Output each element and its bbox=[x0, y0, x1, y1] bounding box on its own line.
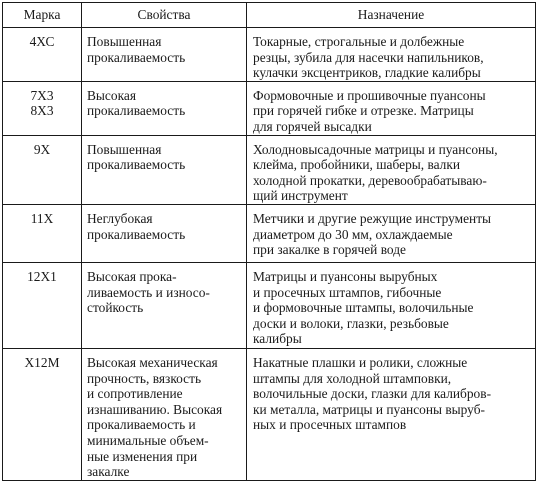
grade-cell bbox=[3, 262, 82, 348]
grade-cell bbox=[3, 348, 82, 480]
properties-cell bbox=[82, 135, 247, 204]
grade-line: 7Х3 bbox=[30, 87, 54, 103]
properties-cell bbox=[82, 81, 247, 135]
header-properties: Свойства bbox=[82, 3, 247, 28]
purpose-line: волочильные доски, глазки для калибров- bbox=[253, 386, 492, 402]
purpose-line: штампы для холодной штамповки, bbox=[253, 370, 452, 386]
table-row bbox=[3, 204, 536, 262]
header-grade: Марка bbox=[3, 3, 82, 28]
purpose-cell bbox=[247, 28, 536, 82]
purpose-line: при закалке в горячей воде bbox=[253, 242, 406, 258]
purpose-line: диаметром до 30 мм, охлаждаемые bbox=[253, 226, 453, 242]
purpose-line: щий инструмент bbox=[253, 188, 348, 204]
grade-line: Х12М bbox=[24, 354, 60, 370]
purpose-line: и формовочные штампы, волочильные bbox=[253, 300, 474, 316]
properties-line: прочность, вязкость bbox=[87, 370, 202, 386]
grade-cell bbox=[3, 81, 82, 135]
properties-cell bbox=[82, 204, 247, 262]
table-row bbox=[3, 28, 536, 82]
properties-line: Повышенная bbox=[87, 141, 162, 157]
properties-line: ливаемость и износо- bbox=[87, 284, 210, 300]
properties-line: Повышенная bbox=[87, 34, 162, 49]
header-purpose: Назначение bbox=[247, 3, 536, 28]
purpose-line: Формовочные и прошивочные пуансоны bbox=[253, 87, 486, 103]
properties-line: Высокая bbox=[87, 87, 136, 103]
grade-line: 4ХС bbox=[29, 34, 55, 49]
properties-line: прокаливаемость bbox=[87, 103, 186, 119]
purpose-line: холодной прокатки, деревообрабатываю- bbox=[253, 172, 487, 188]
properties-line: прокаливаемость bbox=[87, 157, 186, 173]
properties-line: прокаливаемость bbox=[87, 49, 186, 65]
properties-line: стойкость bbox=[87, 300, 144, 316]
purpose-line: Матрицы и пуансоны вырубных bbox=[253, 268, 438, 284]
purpose-line: кулачки эксцентриков, гладкие калибры bbox=[253, 65, 481, 81]
grade-cell bbox=[3, 204, 82, 262]
table-body bbox=[3, 28, 536, 481]
purpose-line: калибры bbox=[253, 331, 302, 347]
purpose-cell bbox=[247, 81, 536, 135]
purpose-cell bbox=[247, 348, 536, 480]
properties-line: Высокая механическая bbox=[87, 354, 218, 370]
grade-line: 9Х bbox=[33, 141, 51, 157]
purpose-line: для горячей высадки bbox=[253, 118, 372, 134]
purpose-line: Холодновысадочные матрицы и пуансоны, bbox=[253, 141, 498, 157]
grade-line: 12Х1 bbox=[27, 268, 57, 284]
purpose-cell bbox=[247, 204, 536, 262]
purpose-line: Метчики и другие режущие инструменты bbox=[253, 210, 492, 226]
purpose-line: клейма, пробойники, шаберы, валки bbox=[253, 157, 461, 173]
purpose-line: резцы, зубила для насечки напильников, bbox=[253, 49, 484, 65]
properties-cell bbox=[82, 262, 247, 348]
purpose-line: доски и волоки, глазки, резьбовые bbox=[253, 315, 449, 331]
properties-line: и сопротивление bbox=[87, 386, 183, 402]
purpose-cell bbox=[247, 262, 536, 348]
properties-line: прокаливаемость bbox=[87, 226, 186, 242]
properties-line: закалке bbox=[87, 464, 130, 480]
purpose-line: при горячей гибке и отрезке. Матрицы bbox=[253, 103, 474, 119]
table-row bbox=[3, 135, 536, 204]
grade-cell bbox=[3, 135, 82, 204]
properties-line: Неглубокая bbox=[87, 210, 153, 226]
properties-line: ные изменения при bbox=[87, 448, 198, 464]
properties-cell bbox=[82, 348, 247, 480]
properties-line: Высокая прока- bbox=[87, 268, 177, 284]
steel-grades-table bbox=[2, 2, 536, 481]
purpose-line: ки металла, матрицы и пуансоны выруб- bbox=[253, 401, 485, 417]
purpose-line: Накатные плашки и ролики, сложные bbox=[253, 354, 468, 370]
table-row bbox=[3, 81, 536, 135]
properties-line: минимальные объем- bbox=[87, 432, 209, 448]
purpose-line: и просечных штампов, гибочные bbox=[253, 284, 442, 300]
grade-line: 11Х bbox=[30, 210, 54, 226]
purpose-line: Токарные, строгальные и долбежные bbox=[253, 34, 465, 49]
properties-cell bbox=[82, 28, 247, 82]
properties-line: прокаливаемость и bbox=[87, 417, 196, 433]
grade-line: 8Х3 bbox=[30, 103, 54, 119]
table-row bbox=[3, 348, 536, 480]
purpose-line: ных и просечных штампов bbox=[253, 417, 407, 433]
grade-cell bbox=[3, 28, 82, 82]
properties-line: изнашиванию. Высокая bbox=[87, 401, 223, 417]
purpose-cell bbox=[247, 135, 536, 204]
table-header-row bbox=[3, 3, 536, 28]
table-row bbox=[3, 262, 536, 348]
